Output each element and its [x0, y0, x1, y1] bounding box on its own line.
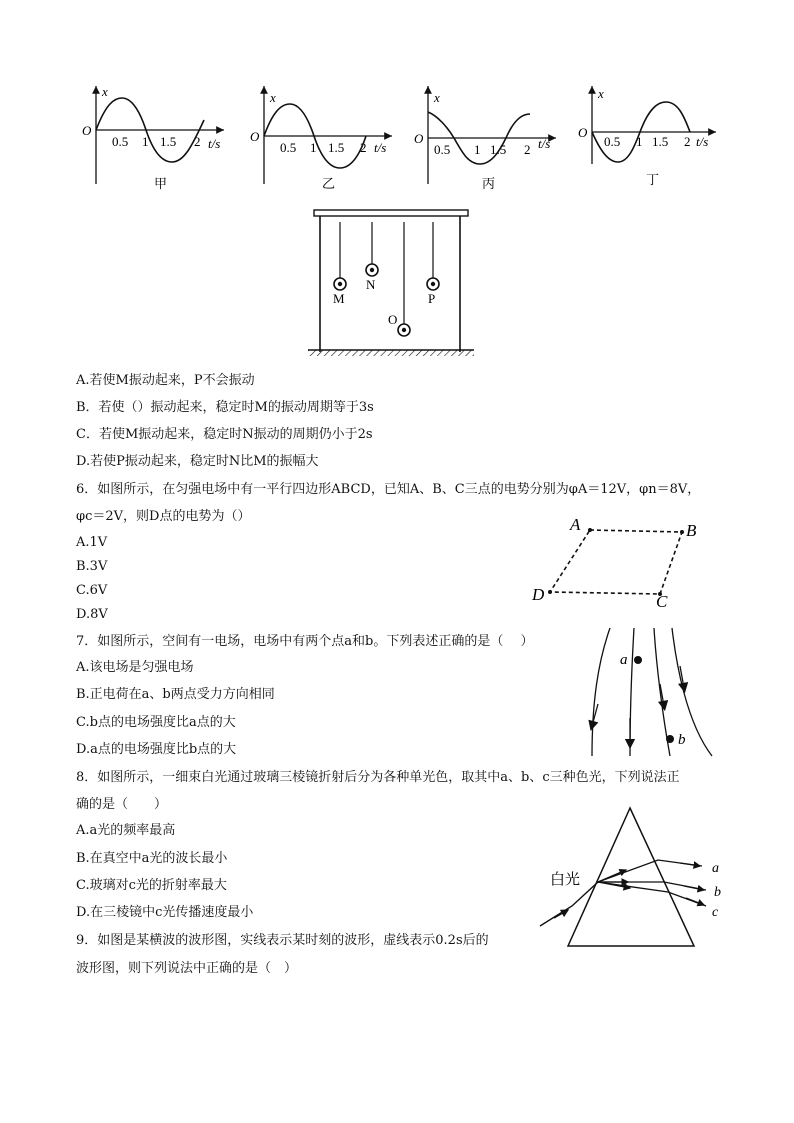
graph-jia [82, 84, 224, 191]
graph-bing-x-label: x [434, 90, 440, 105]
q5-option-a: A.若使M振动起来，P不会振动 [76, 373, 255, 388]
point-b-label: b [678, 732, 686, 748]
q7-stem: 7．如图所示，空间有一电场，电场中有两个点a和b。下列表述正确的是（ ） [76, 634, 534, 649]
q6-option-c: C.6V [76, 583, 108, 598]
graph-bing-origin: O [414, 131, 424, 146]
q8-option-a: A.a光的频率最高 [76, 823, 176, 838]
q8-option-d: D.在三棱镜中c光传播速度最小 [76, 905, 254, 920]
parallelogram-figure [528, 512, 708, 608]
graph-bing [414, 86, 556, 191]
point-a-label: a [620, 652, 628, 668]
graph-ding-tick-05: 0.5 [604, 134, 621, 149]
q8-option-c: C.玻璃对c光的折射率最大 [76, 878, 227, 893]
ray-a-label: a [712, 861, 719, 876]
graph-jia-tick-15: 1.5 [160, 134, 177, 149]
pendulum-label-n: N [366, 277, 376, 292]
graph-yi [250, 86, 392, 191]
pendulum-label-p: P [428, 291, 436, 306]
graph-jia-t-label: t/s [208, 136, 221, 151]
graph-ding-tick-1: 1 [636, 134, 643, 149]
q6-option-b: B.3V [76, 559, 108, 574]
graph-ding-tick-2: 2 [684, 134, 691, 149]
graph-jia-tick-1: 1 [142, 134, 149, 149]
q9-stem-line2: 波形图，则下列说法中正确的是（ ） [76, 961, 298, 976]
graph-jia-origin: O [82, 123, 92, 138]
graph-ding-x-label: x [598, 86, 604, 101]
q6-option-a: A.1V [76, 535, 108, 550]
graph-yi-t-label: t/s [374, 140, 387, 155]
pendulum-label-o: O [388, 312, 398, 327]
graph-ding [578, 86, 716, 187]
pendulum-p [427, 222, 439, 306]
q9-stem-line1: 9．如图是某横波的波形图，实线表示某时刻的波形，虚线表示0.2s后的 [76, 933, 489, 948]
ray-b-label: b [714, 885, 721, 900]
graph-bing-tick-1: 1 [474, 142, 481, 157]
graph-bing-name: 丙 [482, 176, 496, 191]
graph-ding-origin: O [578, 125, 588, 140]
pendulum-label-m: M [333, 291, 345, 306]
white-light-label: 白光 [550, 872, 581, 888]
q7-option-d: D.a点的电场强度比b点的大 [76, 742, 237, 757]
graph-jia-x-label: x [102, 84, 108, 99]
graph-ding-tick-15: 1.5 [652, 134, 669, 149]
pendulum-m [333, 222, 346, 306]
graph-ding-t-label: t/s [696, 134, 709, 149]
graph-bing-tick-05: 0.5 [434, 142, 451, 157]
q6-stem-line2: φc＝2V，则D点的电势为（） [76, 509, 251, 524]
graph-jia-tick-2: 2 [194, 134, 201, 149]
graph-yi-tick-1: 1 [310, 140, 317, 155]
q5-option-c: C．若使M振动起来，稳定时N振动的周期仍小于2s [76, 427, 373, 442]
q8-stem-line2: 确的是（ ） [76, 797, 168, 812]
q5-option-b: B．若使（）振动起来，稳定时M的振动周期等于3s [76, 400, 374, 415]
q5-option-d: D.若使P振动起来，稳定时N比M的振幅大 [76, 454, 319, 469]
xt-graphs-figure [76, 84, 726, 194]
ray-c-label: c [712, 905, 719, 920]
graph-yi-x-label: x [270, 90, 276, 105]
graph-bing-tick-15: 1.5 [490, 142, 507, 157]
graph-bing-t-label: t/s [538, 136, 551, 151]
field-lines-figure [584, 622, 718, 762]
graph-bing-tick-2: 2 [524, 142, 531, 157]
vertex-d-label: D [532, 585, 545, 604]
pendulum-o [388, 222, 410, 336]
graph-yi-tick-15: 1.5 [328, 140, 345, 155]
q8-option-b: B.在真空中a光的波长最小 [76, 851, 228, 866]
graph-yi-tick-2: 2 [360, 140, 367, 155]
pendulum-frame [308, 210, 474, 356]
q7-option-c: C.b点的电场强度比a点的大 [76, 715, 236, 730]
graph-yi-origin: O [250, 129, 260, 144]
graph-yi-name: 乙 [322, 176, 336, 191]
vertex-a-label: A [570, 515, 581, 534]
graph-yi-tick-05: 0.5 [280, 140, 297, 155]
graph-jia-tick-05: 0.5 [112, 134, 129, 149]
vertex-c-label: C [656, 592, 668, 608]
q6-option-d: D.8V [76, 607, 108, 622]
graph-jia-name: 甲 [154, 176, 168, 191]
q7-option-b: B.正电荷在a、b两点受力方向相同 [76, 687, 275, 702]
prism-figure [534, 800, 734, 952]
pendulum-figure [308, 202, 480, 362]
q6-stem-line1: 6．如图所示，在匀强电场中有一平行四边形ABCD，已知A、B、C三点的电势分别为φA＝12V，φn＝8V， [76, 482, 701, 497]
q7-option-a: A.该电场是匀强电场 [76, 660, 194, 675]
graph-ding-name: 丁 [646, 172, 660, 187]
q8-stem-line1: 8．如图所示，一细束白光通过玻璃三棱镜折射后分为各种单光色，取其中a、b、c三种色光，下列说法正 [76, 770, 680, 785]
pendulum-n [366, 222, 378, 292]
vertex-b-label: B [686, 521, 697, 540]
